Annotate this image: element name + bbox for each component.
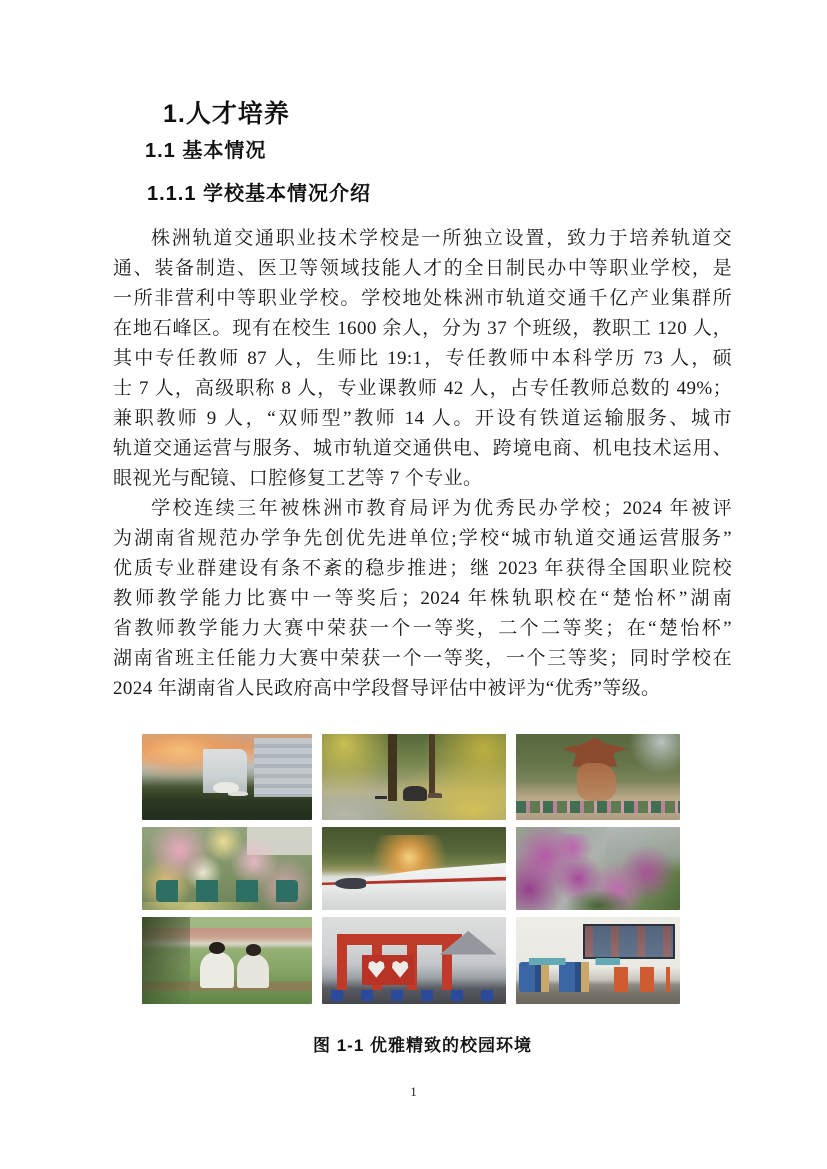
paragraph-line: 一所非营利中等职业学校。学校地处株洲市轨道交通千亿产业集群所 [113,288,732,309]
photo-red-heart-pavilion-shape-2 [362,955,414,985]
page-number: 1 [410,1084,417,1099]
photo-campus-park-students-shape-2 [388,734,396,801]
photo-traditional-pavilion-shape-4 [516,801,680,813]
photo-flower-display-shape-4 [142,902,312,910]
paragraph-line: 为湖南省规范办学争先创优先进单位;学校“城市轨道交通运营服务” [113,528,732,549]
photo-lounge-room-shape-1 [583,924,675,959]
paragraph-line: 株洲轨道交通职业技术学校是一所独立设置，致力于培养轨道交 [151,228,732,249]
photo-lounge-room-shape-2 [519,962,591,992]
photo-grid [142,734,681,1004]
photo-high-speed-train-shape-4 [335,878,366,889]
photo-lounge-room-shape-3 [614,967,670,991]
photo-campus-building-sunset-shape-3 [254,738,312,796]
photo-traditional-pavilion-shape-3 [577,763,616,801]
paragraph-line: 2024 年湖南省人民政府高中学段督导评估中被评为“优秀”等级。 [113,678,661,699]
photo-red-heart-pavilion [322,917,506,1004]
heading-level-2: 1.1 基本情况 [145,140,267,162]
paragraph-line: 教师教学能力比赛中一等奖后；2024 年株轨职校在“楚怡杯”湖南 [113,588,732,609]
photo-red-heart-pavilion-shape-4 [331,990,497,1000]
photo-students-on-bench-shape-4 [142,917,190,1004]
photo-campus-park-students-shape-1 [322,734,506,820]
photo-flower-display-shape-3 [156,880,299,902]
photo-bougainvillea-flowers-shape-4 [565,889,631,910]
paragraph-line: 眼视光与配镜、口腔修复工艺等 7 个专业。 [113,468,483,489]
photo-lounge-room [516,917,680,1004]
photo-flower-display [142,827,312,910]
photo-lounge-room-shape-4 [529,958,650,965]
paragraph-line: 学校连续三年被株洲市教育局评为优秀民办学校；2024 年被评 [151,498,732,519]
photo-traditional-pavilion [516,734,680,820]
photo-students-on-bench [142,917,312,1004]
paragraph-line: 士 7 人，高级职称 8 人，专业课教师 42 人，占专任教师总数的 49%； [113,378,732,399]
heading-level-1: 1.人才培养 [163,100,290,128]
photo-bougainvillea-flowers [516,827,680,910]
photo-students-on-bench-shape-3 [237,954,269,989]
paragraph-line: 优质专业群建设有条不紊的稳步推进；继 2023 年获得全国职业院校 [113,558,732,579]
photo-traditional-pavilion-shape-1 [618,734,680,773]
photo-high-speed-train [322,827,506,910]
photo-students-on-bench-shape-2 [200,952,234,989]
body-text [113,224,732,704]
paragraph-line: 轨道交通运营与服务、城市轨道交通供电、跨境电商、机电技术运用、 [113,438,732,459]
paragraph-line: 其中专任教师 87 人，生师比 19:1，专任教师中本科学历 73 人，硕 [113,348,732,369]
photo-campus-park-students [322,734,506,820]
photo-campus-park-students-shape-3 [429,734,435,796]
paragraph-line: 省教师教学能力大赛中荣获一个一等奖，二个二等奖；在“楚怡杯” [113,618,732,639]
paragraph-line: 在地石峰区。现有在校生 1600 余人，分为 37 个班级，教职工 120 人， [113,318,732,339]
photo-campus-park-students-shape-4 [403,786,427,801]
figure-caption: 图 1-1 优雅精致的校园环境 [312,1036,533,1055]
heading-level-3: 1.1.1 学校基本情况介绍 [147,183,372,205]
photo-bougainvillea-flowers-shape-3 [549,834,598,861]
photo-campus-building-sunset-shape-4 [213,782,239,793]
photo-campus-building-sunset [142,734,312,820]
paragraph-line: 兼职教师 9 人，“双师型”教师 14 人。开设有铁道运输服务、城市 [113,408,732,429]
paragraph-line: 通、装备制造、医卫等领域技能人才的全日制民办中等职业学校，是 [113,258,732,279]
paragraph-line: 湖南省班主任能力大赛中荣获一个一等奖，一个三等奖；同时学校在 [113,648,732,669]
